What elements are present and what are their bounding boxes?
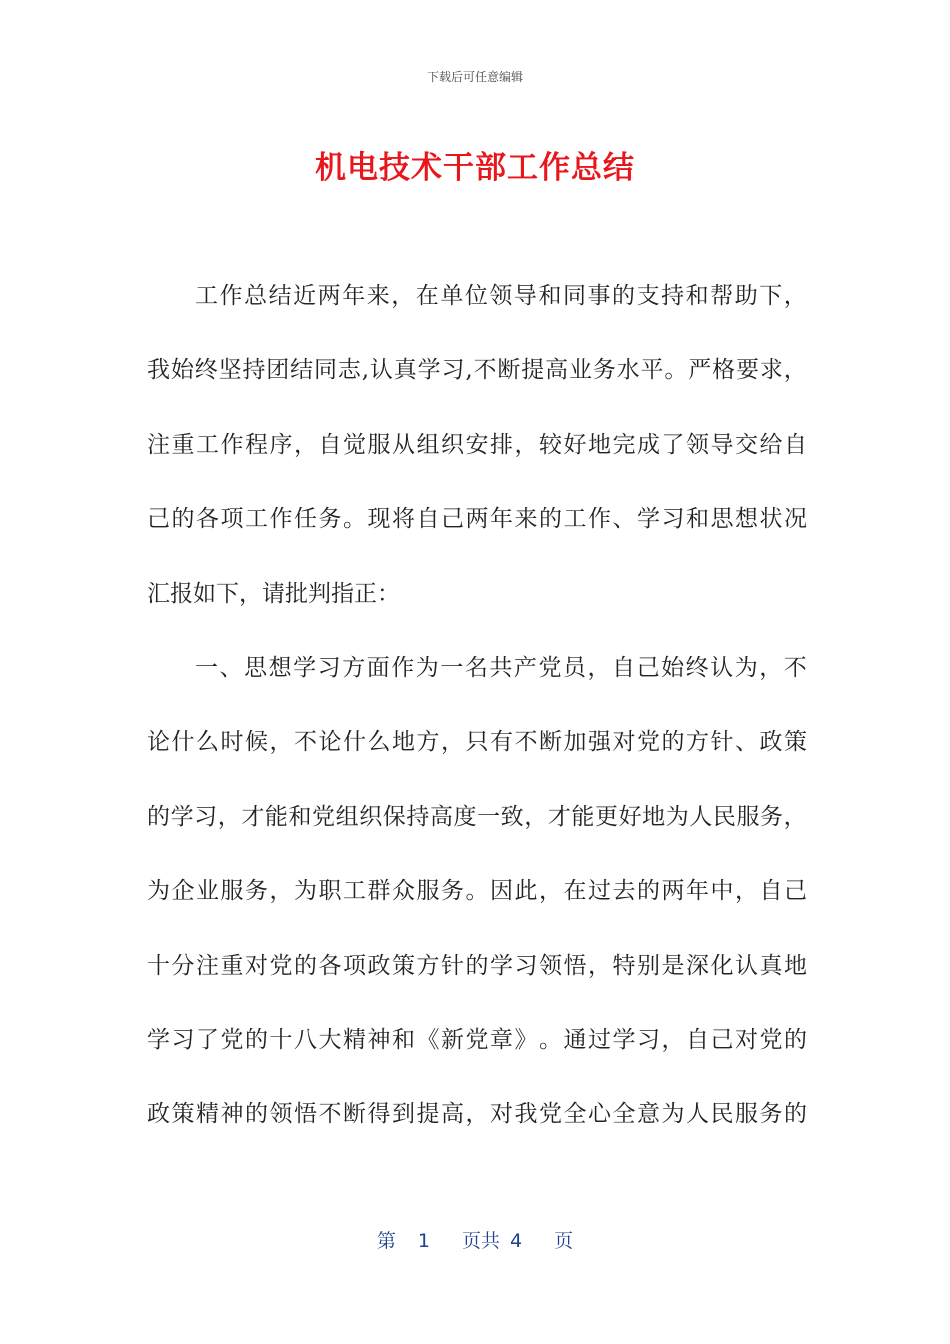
body-line: 的 学 习 ， 才 能 和 党 组 织 保 持 高 度 一 致 ， 才 能 更 好 地 为 人 民 服 务 ， bbox=[147, 803, 807, 830]
footer-suffix: 页 bbox=[554, 1230, 574, 1252]
body-line: 我 始 终 坚 持 团 结 同 志 , 认 真 学 习 , 不 断 提 高 业 务 水 平 。 严 格 要 求 ， bbox=[147, 357, 807, 384]
body-line: 工 作 总 结 近 两 年 来 ， 在 单 位 领 导 和 同 事 的 支 持 和 帮 助 下 ， bbox=[195, 283, 807, 309]
body-line: 十 分 注 重 对 党 的 各 项 政 策 方 针 的 学 习 领 悟 ， 特 别 是 深 化 认 真 地 bbox=[147, 952, 807, 979]
header-note: 下载后可任意编辑 bbox=[426, 70, 523, 84]
footer-total-pages: 4 bbox=[510, 1230, 523, 1252]
body-line: 注 重 工 作 程 序 ， 自 觉 服 从 组 织 安 排 ， 较 好 地 完 成 了 领 导 交 给 自 bbox=[147, 431, 807, 458]
body-line: 汇 报 如 下 ， 请 批 判 指 正 ： bbox=[147, 580, 400, 607]
document-title: 机电技术干部工作总结 bbox=[315, 150, 635, 186]
body-line: 论 什 么 时 候 ， 不 论 什 么 地 方 ， 只 有 不 断 加 强 对 党 的 方 针 、 政 策 bbox=[147, 729, 807, 756]
body-line: 一 、 思 想 学 习 方 面 作 为 一 名 共 产 党 员 ， 自 己 始 终 认 为 ， 不 bbox=[195, 655, 807, 681]
footer-middle: 页共 bbox=[461, 1230, 500, 1252]
page-footer bbox=[0, 1226, 950, 1253]
body-line: 学 习 了 党 的 十 八 大 精 神 和 《 新 党 章 》 。 通 过 学 习 ， 自 己 对 党 的 bbox=[147, 1027, 807, 1053]
footer-current-page: 1 bbox=[417, 1230, 430, 1252]
body-line: 政 策 精 神 的 领 悟 不 断 得 到 提 高 ， 对 我 党 全 心 全 意 为 人 民 服 务 的 bbox=[147, 1101, 807, 1128]
body-line: 为 企 业 服 务 ， 为 职 工 群 众 服 务 。 因 此 ， 在 过 去 的 两 年 中 ， 自 己 bbox=[147, 878, 807, 905]
footer-prefix: 第 bbox=[376, 1230, 396, 1252]
body-line: 己 的 各 项 工 作 任 务 。 现 将 自 己 两 年 来 的 工 作 、 学 习 和 思 想 状 况 bbox=[147, 506, 807, 533]
